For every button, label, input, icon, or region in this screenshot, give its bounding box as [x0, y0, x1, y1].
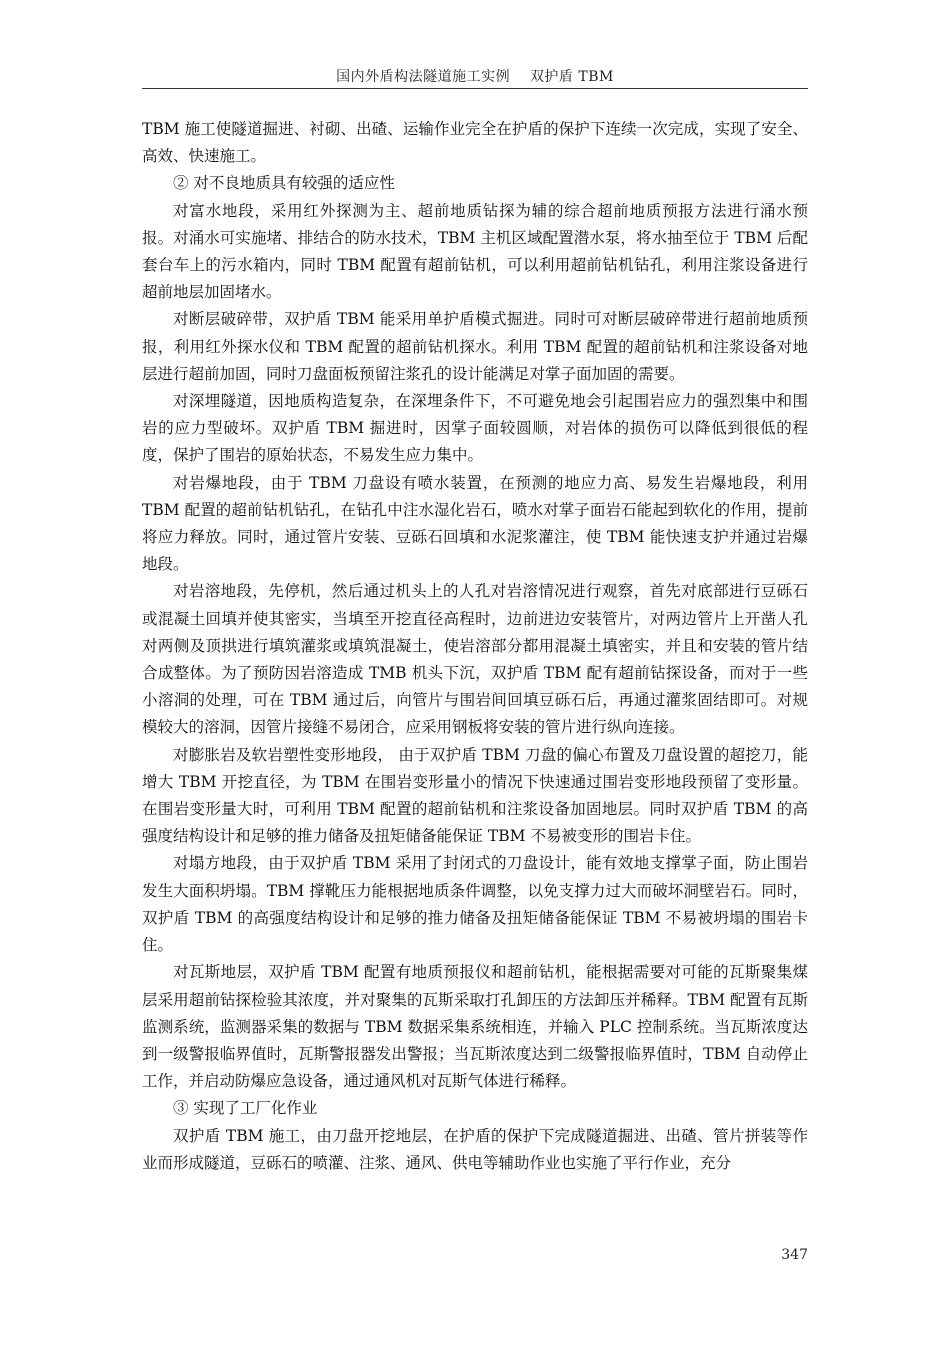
header-rule — [142, 88, 808, 89]
paragraph: 对塌方地段，由于双护盾 TBM 采用了封闭式的刀盘设计，能有效地支撑掌子面，防止围岩发生大面积坍塌。TBM 撑靴压力能根据地质条件调整，以免支撑力过大而破坏洞壁岩石。同时，双护盾 TBM 的高强度结构设计和足够的推力储备及扭矩储备能保证 TBM 不易被坍塌的围岩卡住。 — [142, 854, 808, 955]
page-number: 347 — [781, 1247, 808, 1263]
header-subtitle: 双护盾 TBM — [529, 69, 614, 85]
paragraph: 对瓦斯地层，双护盾 TBM 配置有地质预报仪和超前钻机，能根据需要对可能的瓦斯聚集煤层采用超前钻探检验其浓度，并对聚集的瓦斯采取打孔卸压的方法卸压并稀释。TBM 配置有瓦斯监测系统，监测器采集的数据与 TBM 数据采集系统相连，并输入 PLC 控制系统。当瓦斯浓度达到一级警报临界值时，瓦斯警报器发出警报；当瓦斯浓度达到二级警报临界值时，TBM 自动停止工作，并启动防爆应急设备，通过通风机对瓦斯气体进行稀释。 — [142, 963, 808, 1091]
paragraph: TBM 施工使隧道掘进、衬砌、出碴、运输作业完全在护盾的保护下连续一次完成，实现了安全、高效、快速施工。 — [142, 120, 808, 166]
header-title: 国内外盾构法隧道施工实例 — [336, 69, 511, 85]
paragraph: 对岩溶地段，先停机，然后通过机头上的人孔对岩溶情况进行观察，首先对底部进行豆砾石或混凝土回填并使其密实，当填至开挖直径高程时，边前进边安装管片，对两边管片上开凿人孔对两侧及顶拱进行填筑灌浆或填筑混凝土，使岩溶部分都用混凝土填密实，并且和安装的管片结合成整体。为了预防因岩溶造成 TMB 机头下沉，双护盾 TBM 配有超前钻探设备，而对于一些小溶洞的处理，可在 TBM 通过后，向管片与围岩间回填豆砾石后，再通过灌浆固结即可。对规模较大的溶洞，因管片接缝不易闭合，应采用钢板将安装的管片进行纵向连接。 — [142, 582, 808, 737]
paragraph: 对深埋隧道，因地质构造复杂，在深埋条件下，不可避免地会引起围岩应力的强烈集中和围岩的应力型破坏。双护盾 TBM 掘进时，因掌子面较圆顺，对岩体的损伤可以降低到很低的程度，保护了围岩的原始状态，不易发生应力集中。 — [142, 392, 808, 465]
paragraph: 对膨胀岩及软岩塑性变形地段， 由于双护盾 TBM 刀盘的偏心布置及刀盘设置的超挖刀，能增大 TBM 开挖直径，为 TBM 在围岩变形量小的情况下快速通过围岩变形地段预留了变形量。在围岩变形量大时，可利用 TBM 配置的超前钻机和注浆设备加固地层。同时双护盾 TBM 的高强度结构设计和足够的推力储备及扭矩储备能保证 TBM 不易被变形的围岩卡住。 — [142, 745, 808, 846]
paragraph: 双护盾 TBM 施工，由刀盘开挖地层，在护盾的保护下完成隧道掘进、出碴、管片拼装等作业而形成隧道，豆砾石的喷灌、注浆、通风、供电等辅助作业也实施了平行作业，充分 — [142, 1126, 808, 1172]
paragraph: 对断层破碎带，双护盾 TBM 能采用单护盾模式掘进。同时可对断层破碎带进行超前地质预报，利用红外探水仪和 TBM 配置的超前钻机探水。利用 TBM 配置的超前钻机和注浆设备对地层进行超前加固，同时刀盘面板预留注浆孔的设计能满足对掌子面加固的需要。 — [142, 310, 808, 383]
paragraph: 对富水地段，采用红外探测为主、超前地质钻探为辅的综合超前地质预报方法进行涌水预报。对涌水可实施堵、排结合的防水技术，TBM 主机区域配置潜水泵，将水抽至位于 TBM 后配套台车上的污水箱内，同时 TBM 配置有超前钻机，可以利用超前钻机钻孔，利用注浆设备进行超前地层加固堵水。 — [142, 201, 808, 302]
section-heading: ③ 实现了工厂化作业 — [173, 1099, 318, 1118]
page-body — [142, 116, 808, 1177]
section-heading: ② 对不良地质具有较强的适应性 — [173, 174, 395, 193]
running-header — [142, 66, 808, 86]
paragraph: 对岩爆地段，由于 TBM 刀盘设有喷水装置，在预测的地应力高、易发生岩爆地段，利用 TBM 配置的超前钻机钻孔，在钻孔中注水湿化岩石，喷水对掌子面岩石能起到软化的作用，提前将应力释放。同时，通过管片安装、豆砾石回填和水泥浆灌注，使 TBM 能快速支护并通过岩爆地段。 — [142, 473, 808, 574]
